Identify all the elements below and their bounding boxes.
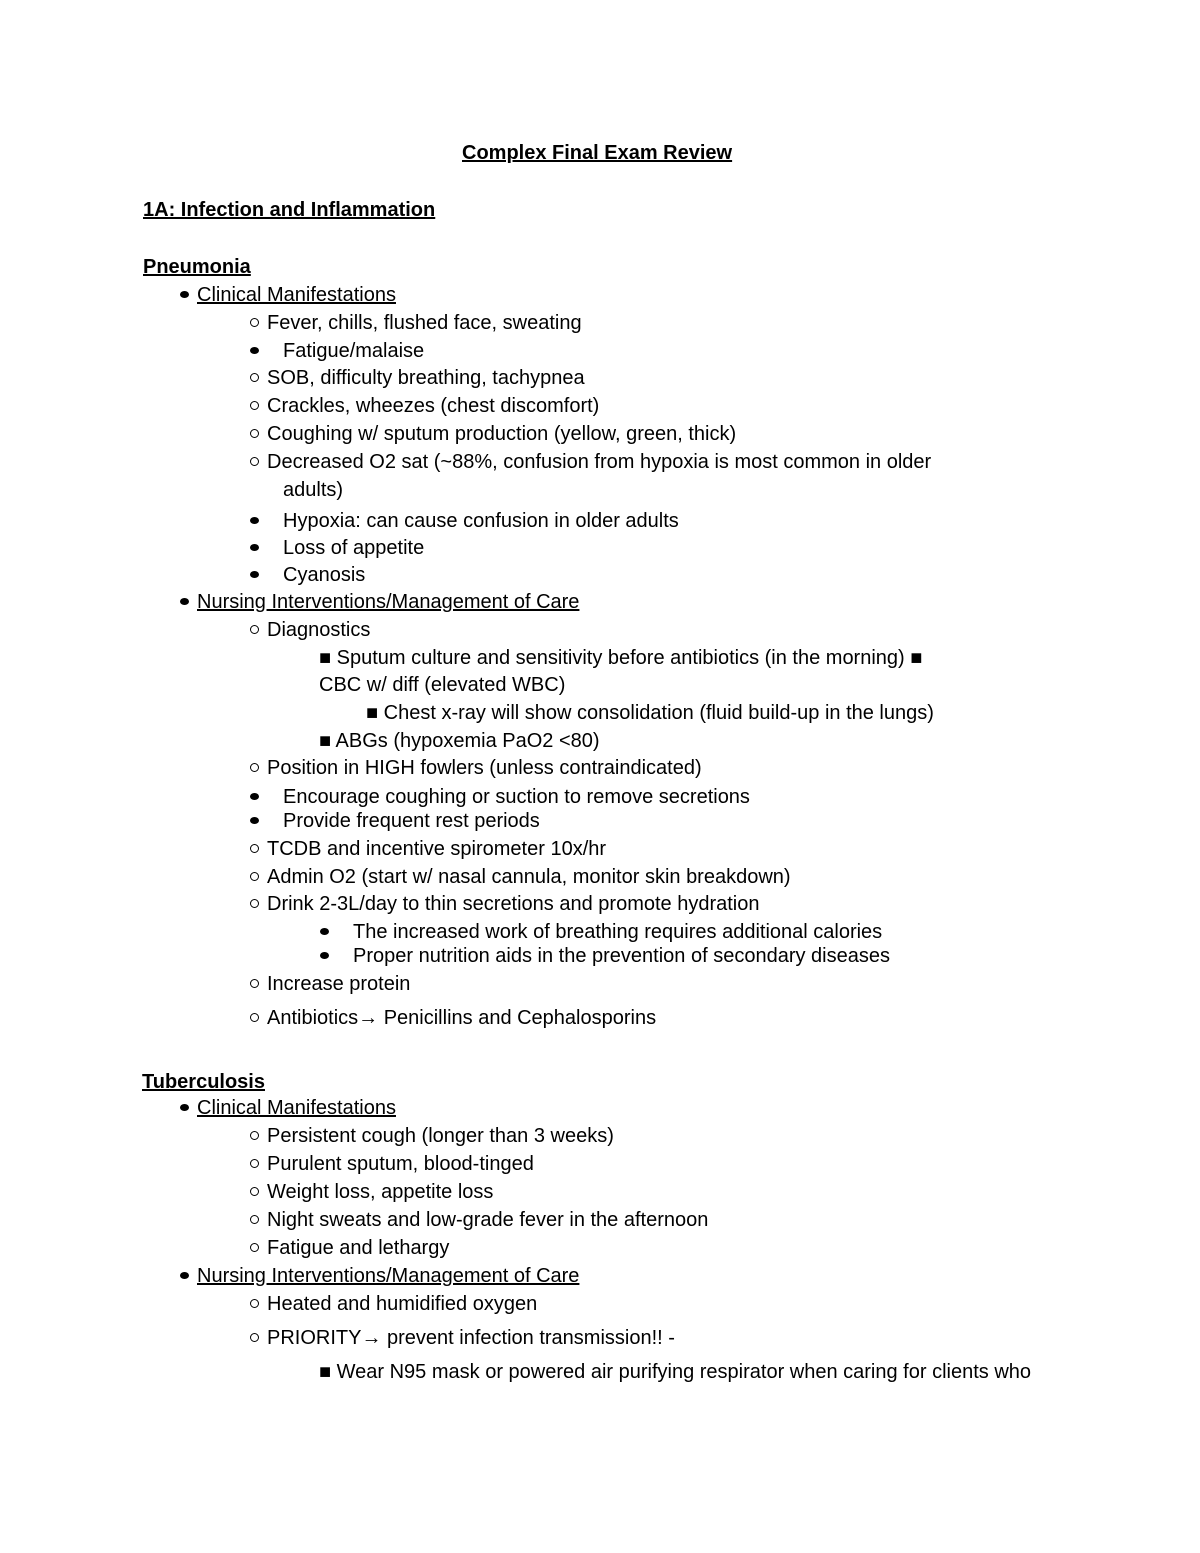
list-item: Diagnostics [267,619,371,641]
bullet-icon [180,1096,189,1120]
bullet-icon [250,536,259,560]
ring-bullet-icon [250,1124,259,1148]
list-item: Fever, chills, flushed face, sweating [267,312,582,334]
ring-bullet-icon [250,450,259,474]
ring-bullet-icon [250,1292,259,1316]
ring-bullet-icon [250,618,259,642]
list-item: Encourage coughing or suction to remove secretions [283,786,750,808]
pneumonia-cm-label: Clinical Manifestations [197,284,396,306]
ring-bullet-icon [250,422,259,446]
ring-bullet-icon [250,1180,259,1204]
ring-bullet-icon [250,1208,259,1232]
bullet-icon [320,920,329,944]
bullet-icon [250,509,259,533]
list-item: Heated and humidified oxygen [267,1293,538,1315]
list-item: Night sweats and low-grade fever in the afternoon [267,1209,709,1231]
document-title: Complex Final Exam Review [462,142,733,164]
ring-bullet-icon [250,366,259,390]
list-item: Increase protein [267,973,411,995]
tuberculosis-heading: Tuberculosis [142,1071,265,1093]
list-item: ■ ABGs (hypoxemia PaO2 <80) [319,730,600,752]
ring-bullet-icon [250,1152,259,1176]
list-item: Admin O2 (start w/ nasal cannula, monitor skin breakdown) [267,866,791,888]
list-item: Hypoxia: can cause confusion in older adults [283,510,679,532]
list-item: Position in HIGH fowlers (unless contraindicated) [267,757,702,779]
list-item: Fatigue/malaise [283,340,425,362]
list-item-continuation: adults) [283,479,344,501]
list-item: ■ Wear N95 mask or powered air purifying respirator when caring for clients who [319,1361,1032,1383]
list-item-continuation: CBC w/ diff (elevated WBC) [319,674,566,696]
list-item: Loss of appetite [283,537,425,559]
bullet-icon [180,283,189,307]
list-item: ■ Sputum culture and sensitivity before antibiotics (in the morning) ■ [319,647,923,669]
section-heading: 1A: Infection and Inflammation [143,199,436,221]
list-item: Weight loss, appetite loss [267,1181,494,1203]
tb-ni-label: Nursing Interventions/Management of Care [197,1265,580,1287]
pneumonia-ni-label: Nursing Interventions/Management of Care [197,591,580,613]
tb-cm-label: Clinical Manifestations [197,1097,396,1119]
bullet-icon [250,339,259,363]
list-item: Drink 2-3L/day to thin secretions and promote hydration [267,893,760,915]
list-item: Cyanosis [283,564,366,586]
list-item: Persistent cough (longer than 3 weeks) [267,1125,614,1147]
bullet-icon [180,590,189,614]
ring-bullet-icon [250,837,259,861]
ring-bullet-icon [250,972,259,996]
list-item: ■ Chest x-ray will show consolidation (fluid build-up in the lungs) [366,702,934,724]
list-item: TCDB and incentive spirometer 10x/hr [267,838,607,860]
ring-bullet-icon [250,1236,259,1260]
ring-bullet-icon [250,892,259,916]
list-item: The increased work of breathing requires additional calories [353,921,883,943]
list-item: Purulent sputum, blood-tinged [267,1153,534,1175]
bullet-icon [250,785,259,809]
ring-bullet-icon [250,394,259,418]
list-item: Provide frequent rest periods [283,810,540,832]
list-item: SOB, difficulty breathing, tachypnea [267,367,585,389]
ring-bullet-icon [250,1326,259,1350]
list-item: Proper nutrition aids in the prevention of secondary diseases [353,945,890,967]
ring-bullet-icon [250,311,259,335]
list-item: Fatigue and lethargy [267,1237,450,1259]
ring-bullet-icon [250,1006,259,1030]
ring-bullet-icon [250,756,259,780]
list-item: Crackles, wheezes (chest discomfort) [267,395,600,417]
bullet-icon [320,944,329,968]
list-item: Decreased O2 sat (~88%, confusion from hypoxia is most common in older [267,451,932,473]
list-item: Coughing w/ sputum production (yellow, green, thick) [267,423,737,445]
ring-bullet-icon [250,865,259,889]
list-item: Antibiotics→ Penicillins and Cephalosporins [267,1007,657,1029]
bullet-icon [180,1264,189,1288]
list-item: PRIORITY→ prevent infection transmission!! - [267,1327,675,1349]
bullet-icon [250,563,259,587]
pneumonia-heading: Pneumonia [143,256,251,278]
bullet-icon [250,809,259,833]
